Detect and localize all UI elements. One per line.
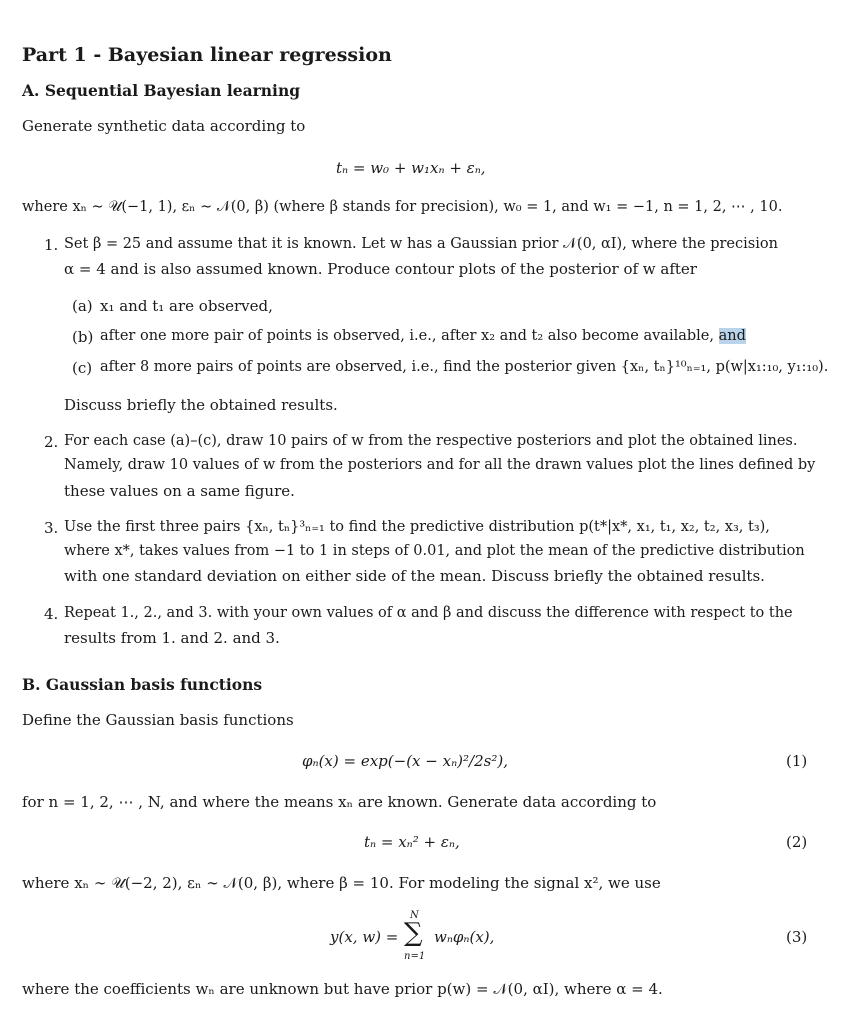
item-2-line-1: For each case (a)–(c), draw 10 pairs of w from the respective posteriors and plot the obtained lines. [64, 433, 798, 449]
model-rhs: wₙφₙ(x), [434, 928, 495, 946]
item-2-line-3: these values on a same figure. [64, 482, 295, 500]
item-number: 1. [44, 236, 59, 254]
subitem-a-text: x₁ and t₁ are observed, [100, 297, 273, 315]
equation-number: (2) [786, 833, 808, 851]
section-b-text-1: for n = 1, 2, ⋯ , N, and where the means xₙ are known. Generate data according to [22, 793, 657, 811]
item-number: 2. [44, 433, 59, 451]
highlighted-word: and [718, 328, 746, 344]
item-number: 3. [44, 519, 59, 537]
item-3-line-2: where x*, takes values from −1 to 1 in steps of 0.01, and plot the mean of the predictive distribution [64, 543, 805, 559]
summation-symbol: ∑ [404, 918, 423, 948]
page-title: Part 1 - Bayesian linear regression [22, 44, 392, 66]
equation-number: (3) [786, 928, 808, 946]
item-number: 4. [44, 605, 59, 623]
section-b-intro: Define the Gaussian basis functions [22, 711, 294, 729]
subitem-label: (a) [72, 297, 93, 315]
data-generation-equation: tₙ = xₙ² + εₙ, [364, 833, 460, 851]
gaussian-basis-equation: φₙ(x) = exp(−(x − xₙ)²/2s²), [302, 752, 508, 770]
subitem-label: (c) [72, 359, 93, 377]
item-1-closing: Discuss briefly the obtained results. [64, 396, 338, 414]
section-b-text-2: where xₙ ∼ 𝒰(−2, 2), εₙ ∼ 𝒩(0, β), where β = 10. For modeling the signal x², we use [22, 874, 661, 892]
sum-lower-limit: n=1 [404, 951, 426, 962]
model-lhs: y(x, w) = [330, 928, 399, 946]
section-b-title: B. Gaussian basis functions [22, 675, 263, 694]
section-b-text-3: where the coefficients wₙ are unknown but have prior p(w) = 𝒩(0, αI), where α = 4. [22, 980, 663, 998]
item-1-line-2: α = 4 and is also assumed known. Produce contour plots of the posterior of w after [64, 260, 697, 278]
subitem-b-text [100, 328, 746, 344]
section-a-title: A. Sequential Bayesian learning [22, 81, 301, 100]
item-3-line-3: with one standard deviation on either side of the mean. Discuss briefly the obtained results. [64, 567, 765, 585]
section-a-where: where xₙ ∼ 𝒰(−1, 1), εₙ ∼ 𝒩(0, β) (where β stands for precision), w₀ = 1, and w₁ = −1, n = 1, 2, ⋯ , 10. [22, 199, 783, 215]
subitem-label: (b) [72, 328, 94, 346]
item-4-line-1: Repeat 1., 2., and 3. with your own values of α and β and discuss the difference with respect to the [64, 605, 793, 621]
item-4-line-2: results from 1. and 2. and 3. [64, 629, 280, 647]
linear-model-equation: tₙ = w₀ + w₁xₙ + εₙ, [336, 159, 486, 177]
equation-number: (1) [786, 752, 808, 770]
item-2-line-2: Namely, draw 10 values of w from the posteriors and for all the drawn values plot the lines defined by [64, 457, 816, 473]
sum-upper-limit: N [410, 910, 419, 921]
item-1-line-1: Set β = 25 and assume that it is known. Let w has a Gaussian prior 𝒩(0, αI), where the precision [64, 236, 778, 252]
subitem-c-text: after 8 more pairs of points are observed, i.e., find the posterior given {xₙ, tₙ}¹⁰ₙ₌₁, p(w|x₁:₁₀, y₁:₁₀). [100, 359, 829, 375]
item-3-line-1: Use the first three pairs {xₙ, tₙ}³ₙ₌₁ to find the predictive distribution p(t*|x*, x₁, t₁, x₂, t₂, x₃, t₃), [64, 519, 770, 535]
subitem-b-main: after one more pair of points is observed, i.e., after x₂ and t₂ also become available, [100, 328, 714, 344]
section-a-intro: Generate synthetic data according to [22, 117, 306, 135]
